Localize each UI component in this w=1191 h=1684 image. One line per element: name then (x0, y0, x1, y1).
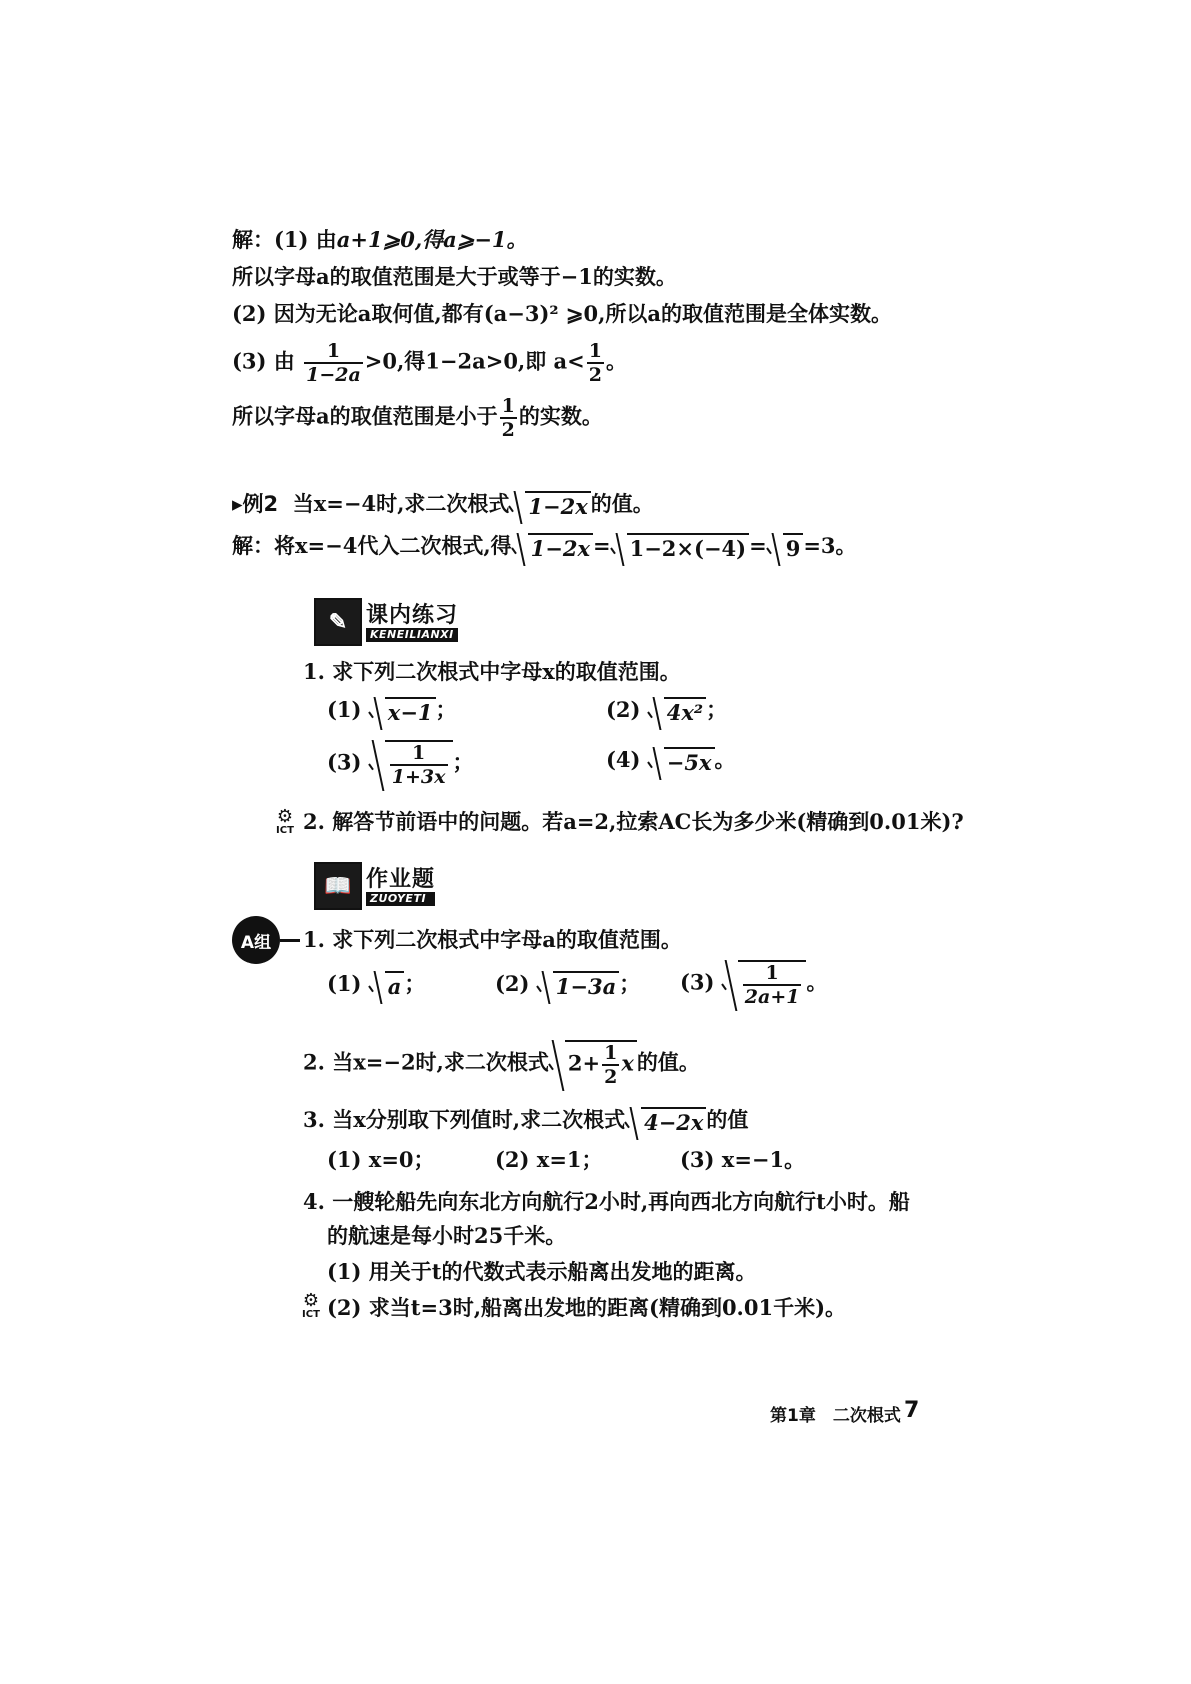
sqrt (369, 740, 453, 788)
homework-subtitle: ZUOYETI (366, 892, 435, 906)
radicand-part: 2+ (567, 1050, 601, 1076)
solution-line-3: (2) 因为无论a取何值,都有(a−3)² ⩾0,所以a的取值范围是全体实数。 (232, 301, 893, 326)
item-label: (2) (606, 697, 641, 722)
solution-5-end: 的实数。 (518, 403, 603, 429)
group-badge: A组 (232, 916, 280, 964)
radicand: 1−3a (553, 971, 619, 1001)
sqrt (625, 1107, 706, 1137)
example-question-text: 当x=−4时,求二次根式 (292, 491, 510, 516)
practice-q1-4 (606, 746, 736, 777)
denominator: 2 (604, 1066, 618, 1088)
solution-line-2: 所以字母a的取值范围是大于或等于−1的实数。 (232, 264, 677, 289)
radicand: 4x² (664, 697, 706, 727)
homework-q1-3 (680, 960, 827, 1008)
numerator: 1 (588, 340, 602, 362)
radicand: −5x (664, 747, 715, 777)
fraction (304, 340, 363, 386)
sqrt (369, 971, 405, 1001)
practice-q2: 2. 解答节前语中的问题。若a=2,拉索AC长为多少米(精确到0.01米)? (303, 809, 964, 834)
radicand: a (385, 971, 405, 1001)
item-label: (2) (495, 971, 530, 996)
example-answer-end: =3。 (803, 533, 857, 558)
homework-q4-1: (1) 用关于t的代数式表示船离出发地的距离。 (327, 1259, 757, 1284)
item-end: ； (452, 749, 474, 775)
sqrt (767, 533, 804, 563)
fraction (500, 395, 517, 441)
item-label: (3) (327, 749, 362, 775)
radicand: 4−2x (641, 1107, 706, 1137)
example-label: ▸例2 (232, 492, 279, 516)
numerator: 1 (743, 962, 802, 986)
sqrt (722, 960, 807, 1008)
solution-3-end: 。 (606, 348, 627, 374)
sqrt (509, 491, 590, 521)
q3-prefix: 3. 当x分别取下列值时,求二次根式 (303, 1107, 626, 1132)
item-end: ； (404, 971, 426, 996)
fraction (390, 742, 448, 788)
solution-3-prefix: (3) 由 (232, 348, 295, 374)
book-icon: 📖 (314, 862, 362, 910)
homework-q1: 1. 求下列二次根式中字母a的取值范围。 (303, 927, 682, 952)
item-label: (1) (327, 697, 362, 722)
item-label: (3) (680, 969, 715, 995)
radicand: 1−2x (525, 491, 590, 521)
radicand-part: x (621, 1050, 634, 1076)
homework-q1-1 (327, 970, 425, 1001)
radicand: x−1 (385, 697, 436, 727)
denominator: 2a+1 (744, 986, 800, 1008)
homework-badge (314, 862, 435, 910)
homework-title: 作业题 (366, 866, 436, 892)
sqrt (537, 971, 619, 1001)
solution-5-prefix: 所以字母a的取值范围是小于 (232, 403, 498, 429)
denominator: 2 (501, 419, 515, 441)
sqrt (549, 1040, 637, 1088)
homework-q4-line-1: 4. 一艘轮船先向东北方向航行2小时,再向西北方向航行t小时。船 (303, 1189, 910, 1214)
denominator: 1−2a (306, 364, 361, 386)
q2-end: 的值。 (636, 1049, 700, 1075)
q2-prefix: 2. 当x=−2时,求二次根式 (303, 1049, 549, 1075)
homework-q2 (303, 1040, 700, 1088)
practice-badge (314, 598, 458, 646)
sqrt (648, 747, 715, 777)
sqrt (512, 533, 593, 563)
numerator: 1 (304, 340, 363, 364)
denominator: 1+3x (391, 766, 446, 788)
numerator: 1 (501, 395, 515, 417)
solution-3-mid: >0,得1−2a>0,即 a< (364, 348, 585, 374)
homework-q1-2 (495, 970, 640, 1001)
ict-label: ICT (302, 1309, 320, 1320)
ict-icon: ⚙ ICT (302, 1290, 320, 1320)
equals: = (749, 533, 767, 558)
homework-q4-line-2: 的航速是每小时25千米。 (327, 1223, 567, 1248)
homework-q3 (303, 1106, 748, 1137)
example-answer-text: 解：将x=−4代入二次根式,得 (232, 533, 512, 558)
solution-line-4 (232, 340, 627, 386)
item-end: 。 (714, 747, 736, 772)
equals: = (592, 533, 611, 558)
numerator: 1 (604, 1042, 618, 1064)
chapter-footer: 第1章 二次根式 (770, 1406, 901, 1426)
solution-prefix: 解：(1) 由 (232, 227, 337, 252)
solution-line-1 (232, 226, 528, 254)
practice-q1: 1. 求下列二次根式中字母x的取值范围。 (303, 659, 681, 684)
divider (280, 939, 300, 942)
practice-q1-1 (327, 696, 457, 727)
practice-q1-2 (606, 696, 727, 727)
fraction (587, 340, 604, 386)
q3-end: 的值 (706, 1107, 749, 1132)
radicand: 9 (783, 533, 804, 563)
item-end: ； (435, 697, 457, 722)
radicand: 1−2×(−4) (627, 533, 750, 563)
item-end: 。 (806, 969, 828, 995)
sqrt (611, 533, 750, 563)
fraction (743, 962, 802, 1008)
denominator: 2 (588, 364, 602, 386)
page-number: 7 (904, 1398, 920, 1423)
item-end: ； (619, 971, 641, 996)
practice-subtitle: KENEILIANXI (366, 628, 458, 642)
solution-line-5 (232, 395, 603, 441)
homework-q3-3: (3) x=−1。 (680, 1147, 806, 1172)
ict-label: ICT (276, 825, 294, 836)
sqrt (648, 697, 706, 727)
item-end: ； (706, 697, 728, 722)
radicand: 1−2x (528, 533, 593, 563)
homework-q3-1: (1) x=0； (327, 1147, 435, 1172)
example-question-end: 的值。 (590, 491, 654, 516)
item-label: (4) (606, 747, 641, 772)
solution-math: a+1⩾0,得a⩾−1。 (336, 227, 528, 252)
item-label: (1) (327, 971, 362, 996)
fraction (602, 1042, 619, 1088)
homework-q4-2: (2) 求当t=3时,船离出发地的距离(精确到0.01千米)。 (327, 1295, 847, 1320)
sqrt (369, 697, 436, 727)
ict-icon: ⚙ ICT (276, 806, 294, 836)
example-2-answer (232, 532, 857, 563)
practice-title: 课内练习 (366, 602, 459, 628)
numerator: 1 (390, 742, 448, 766)
a-group-marker (232, 916, 300, 964)
example-2-question (232, 490, 654, 521)
homework-q3-2: (2) x=1； (495, 1147, 603, 1172)
practice-q1-3 (327, 740, 474, 788)
compass-icon: ✎ (314, 598, 362, 646)
